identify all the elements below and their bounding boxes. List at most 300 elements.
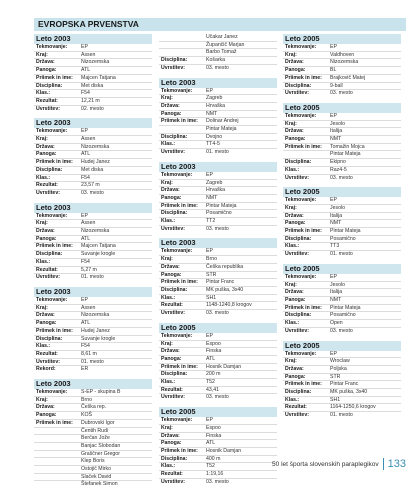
- field-label: Disciplina:: [36, 251, 63, 258]
- field-value: Nizozemska: [81, 143, 110, 150]
- result-row: [159, 134, 277, 142]
- field-label: Kraj:: [161, 179, 173, 186]
- result-row: [283, 243, 401, 251]
- field-label: Rezultat:: [161, 386, 183, 393]
- field-value: Ekipno: [330, 159, 346, 166]
- field-value: Assen: [81, 304, 96, 311]
- field-label: Klas.:: [161, 463, 176, 470]
- result-row: [159, 295, 277, 303]
- field-label: [34, 435, 81, 442]
- field-label: [34, 428, 81, 435]
- result-row: [34, 274, 152, 281]
- field-value: Pintar Mateja: [330, 151, 361, 158]
- field-value: EP: [81, 296, 88, 303]
- result-row: [34, 243, 152, 251]
- entry-year-header: Leto 2005: [283, 264, 401, 274]
- field-label: Priimek in ime:: [285, 143, 322, 150]
- result-entry: [34, 203, 152, 281]
- result-row: [159, 88, 277, 96]
- result-row: [34, 297, 152, 305]
- field-value: 03. mesto: [206, 310, 229, 317]
- field-value: Poljska: [330, 365, 347, 372]
- result-row: [283, 90, 401, 97]
- field-label: [159, 126, 206, 133]
- field-value: Hudej Janez: [81, 327, 110, 334]
- field-label: Priimek in ime:: [161, 202, 198, 209]
- field-value: Brajkovič Matej: [330, 74, 366, 81]
- field-label: Država:: [285, 289, 304, 296]
- field-label: Panoga:: [285, 136, 306, 143]
- result-row: [283, 52, 401, 60]
- field-value: 01. mesto: [330, 251, 353, 258]
- field-value: Češka republika: [206, 263, 244, 270]
- result-row: [159, 141, 277, 149]
- field-value: EP: [81, 212, 88, 219]
- entry-year-header: Leto 2005: [283, 341, 401, 351]
- field-value: T52: [206, 379, 215, 386]
- result-row: [34, 182, 152, 190]
- field-value: Pintar Mateja: [330, 304, 361, 311]
- result-row: [283, 44, 401, 52]
- field-label: Država:: [161, 102, 180, 109]
- field-value: 1:19,16: [206, 471, 224, 478]
- result-row: [283, 297, 401, 305]
- field-value: Hosnik Damjan: [206, 363, 242, 370]
- result-row: [159, 95, 277, 103]
- field-value: T52: [206, 463, 215, 470]
- field-value: Berčan Jože: [81, 435, 110, 442]
- result-row: [283, 59, 401, 67]
- field-value: EP: [330, 197, 337, 204]
- result-row: [34, 83, 152, 91]
- field-label: Država:: [36, 143, 55, 150]
- field-value: Barbo Tomaž: [206, 49, 237, 56]
- result-row: [159, 103, 277, 111]
- field-value: Assen: [81, 51, 96, 58]
- field-value: ER: [81, 366, 89, 373]
- field-label: [283, 151, 330, 158]
- entry-year-header: Leto 2005: [283, 103, 401, 113]
- result-row: [159, 57, 277, 65]
- field-label: Panoga:: [161, 194, 182, 201]
- field-value: 23,57 m: [81, 182, 100, 189]
- field-value: EP: [206, 171, 213, 178]
- field-value: BL: [330, 67, 337, 74]
- field-value: Pintar Mateja: [206, 126, 237, 133]
- field-label: Tekmovanje:: [161, 87, 193, 94]
- field-value: Pintar Mateja: [330, 228, 361, 235]
- field-label: Kraj:: [285, 120, 297, 127]
- field-value: 02. mesto: [81, 105, 104, 112]
- field-label: Država:: [161, 187, 180, 194]
- result-row: [159, 187, 277, 195]
- result-row: [34, 389, 152, 397]
- result-row: [283, 213, 401, 221]
- result-row: [159, 180, 277, 188]
- result-entry: [283, 103, 401, 181]
- result-row: [34, 305, 152, 313]
- result-row: [283, 404, 401, 412]
- field-label: [159, 49, 206, 56]
- result-row: [159, 387, 277, 395]
- result-row: [34, 351, 152, 359]
- entry-year-header: Leto 2003: [34, 203, 152, 213]
- footer-text: 50 let športa slovenskih paraplegikov: [272, 460, 379, 468]
- field-label: Država:: [285, 212, 304, 219]
- field-label: Uvrstitev:: [161, 149, 185, 156]
- field-label: Disciplina:: [161, 57, 188, 64]
- field-value: Hrvaška: [206, 187, 226, 194]
- field-label: [34, 474, 81, 481]
- result-row: [283, 312, 401, 320]
- result-row: [283, 75, 401, 83]
- field-label: Klas.:: [161, 218, 176, 225]
- page-number: 133: [387, 458, 406, 470]
- result-row: [159, 433, 277, 441]
- field-label: Država:: [161, 263, 180, 270]
- result-row: [159, 302, 277, 310]
- field-label: Panoga:: [36, 151, 57, 158]
- field-label: Rezultat:: [36, 97, 58, 104]
- result-row: [283, 205, 401, 213]
- result-row: [283, 282, 401, 290]
- result-row: [283, 220, 401, 228]
- field-label: Disciplina:: [285, 389, 312, 396]
- field-label: Priimek in ime:: [285, 228, 322, 235]
- field-value: Dubrovski Igor: [81, 419, 115, 426]
- field-label: Država:: [36, 228, 55, 235]
- field-label: Panoga:: [36, 320, 57, 327]
- result-row: [159, 34, 277, 42]
- result-entry: [34, 379, 152, 488]
- field-label: Panoga:: [161, 110, 182, 117]
- field-label: Panoga:: [285, 67, 306, 74]
- field-label: Tekmovanje:: [285, 273, 317, 280]
- field-value: TT3: [330, 243, 340, 250]
- result-entry: [283, 264, 401, 335]
- field-value: Pintar Franc: [206, 279, 235, 286]
- field-value: Met diska: [81, 166, 104, 173]
- result-row: [283, 128, 401, 136]
- field-label: Rezultat:: [161, 471, 183, 478]
- result-row: [159, 42, 277, 50]
- field-value: ATL: [81, 151, 91, 158]
- result-row: [283, 374, 401, 382]
- field-label: Tekmovanje:: [36, 389, 68, 396]
- result-entry: [34, 118, 152, 196]
- result-row: [159, 417, 277, 425]
- field-value: 01. mesto: [330, 412, 353, 419]
- entry-continuation: [159, 34, 277, 72]
- result-row: [159, 463, 277, 471]
- field-value: Košarka: [206, 57, 226, 64]
- result-entry: [283, 341, 401, 419]
- field-label: Rezultat:: [36, 350, 58, 357]
- field-value: Štefanek Simon: [81, 481, 118, 488]
- field-label: Klas.:: [285, 243, 300, 250]
- field-label: Disciplina:: [36, 335, 63, 342]
- field-value: 03. mesto: [330, 90, 353, 97]
- field-label: Tekmovanje:: [285, 44, 317, 50]
- result-row: [159, 172, 277, 180]
- field-value: Majcen Tatjana: [81, 74, 116, 81]
- field-label: Kraj:: [285, 51, 297, 58]
- result-row: [34, 259, 152, 267]
- result-row: [283, 228, 401, 236]
- field-value: Hudej Janez: [81, 159, 110, 166]
- field-value: Ostojič Mirko: [81, 466, 111, 473]
- field-value: Učakar Janez: [206, 34, 238, 40]
- field-value: 01. mesto: [81, 274, 104, 281]
- result-row: [283, 320, 401, 328]
- field-value: Italija: [330, 212, 343, 219]
- result-row: [34, 75, 152, 83]
- field-value: EP: [330, 350, 337, 357]
- field-value: Italija: [330, 128, 343, 135]
- field-value: Dvojno: [206, 133, 223, 140]
- field-value: Brno: [81, 396, 92, 403]
- field-label: Klas.:: [36, 90, 51, 97]
- field-label: Priimek in ime:: [161, 118, 198, 125]
- result-entry: [159, 323, 277, 401]
- field-label: Tekmovanje:: [161, 248, 193, 255]
- field-label: Uvrstitev:: [36, 358, 60, 365]
- results-column-1: [34, 34, 152, 494]
- result-row: [159, 256, 277, 264]
- field-value: SH1: [330, 396, 341, 403]
- field-label: [34, 481, 81, 488]
- result-row: [283, 305, 401, 313]
- field-value: 01. mesto: [81, 358, 104, 365]
- field-label: Klas.:: [285, 396, 300, 403]
- result-row: [159, 287, 277, 295]
- result-row: [283, 389, 401, 397]
- field-value: ATL: [206, 355, 216, 362]
- result-row: [34, 59, 152, 67]
- field-label: Rezultat:: [36, 182, 58, 189]
- field-label: Država:: [36, 59, 55, 66]
- result-row: [283, 121, 401, 129]
- field-label: Klas.:: [36, 258, 51, 265]
- result-row: [34, 128, 152, 136]
- field-label: Rezultat:: [36, 266, 58, 273]
- field-value: 03. mesto: [81, 189, 104, 196]
- field-value: Pintar Franc: [330, 381, 359, 388]
- field-label: Tekmovanje:: [161, 171, 193, 178]
- field-value: Assen: [81, 220, 96, 227]
- result-row: [34, 251, 152, 259]
- result-row: [159, 348, 277, 356]
- field-value: 03. mesto: [330, 327, 353, 334]
- field-value: Tomažin Mojca: [330, 143, 365, 150]
- result-row: [159, 448, 277, 456]
- result-row: [159, 456, 277, 464]
- field-value: Met diska: [81, 82, 104, 89]
- field-label: Kraj:: [161, 424, 173, 431]
- field-label: Priimek in ime:: [161, 279, 198, 286]
- field-value: NMT: [206, 194, 218, 201]
- field-value: Čentih Rudi: [81, 427, 109, 434]
- result-row: [159, 126, 277, 134]
- result-entry: [159, 162, 277, 233]
- field-label: Panoga:: [285, 373, 306, 380]
- field-value: Nizozemska: [81, 228, 110, 235]
- result-row: [159, 203, 277, 211]
- field-value: 03. mesto: [206, 225, 229, 232]
- field-label: Uvrstitev:: [285, 412, 309, 419]
- field-label: Kraj:: [36, 220, 48, 227]
- field-value: Hosnik Damjan: [206, 447, 242, 454]
- result-row: [34, 466, 152, 474]
- field-label: Uvrstitev:: [285, 251, 309, 258]
- field-value: NMT: [206, 110, 218, 117]
- result-row: [34, 428, 152, 436]
- field-label: Tekmovanje:: [36, 212, 68, 219]
- field-label: Priimek in ime:: [36, 74, 73, 81]
- field-label: Priimek in ime:: [161, 363, 198, 370]
- field-label: Tekmovanje:: [161, 417, 193, 424]
- field-value: Finska: [206, 348, 222, 355]
- field-value: Jesolo: [330, 204, 345, 211]
- field-label: Država:: [285, 59, 304, 66]
- result-row: [159, 471, 277, 479]
- field-value: STR: [330, 373, 341, 380]
- field-value: 03. mesto: [206, 64, 229, 71]
- result-row: [34, 336, 152, 344]
- result-row: [34, 359, 152, 367]
- field-label: Kraj:: [285, 204, 297, 211]
- field-label: Država:: [285, 128, 304, 135]
- field-label: Država:: [285, 365, 304, 372]
- result-row: [159, 118, 277, 126]
- result-row: [34, 420, 152, 428]
- field-label: Rekord:: [36, 366, 56, 373]
- section-title: EVROPSKA PRVENSTVA: [34, 18, 406, 31]
- field-label: Kraj:: [36, 304, 48, 311]
- field-label: Kraj:: [161, 340, 173, 347]
- field-label: Priimek in ime:: [285, 74, 322, 81]
- field-label: Klas.:: [36, 343, 51, 350]
- entry-year-header: Leto 2005: [283, 187, 401, 197]
- entry-year-header: Leto 2005: [159, 407, 277, 417]
- field-value: 400 m: [206, 455, 221, 462]
- field-value: NMT: [330, 220, 342, 227]
- field-label: Klas.:: [285, 166, 300, 173]
- field-value: Posamično: [330, 235, 356, 242]
- field-value: Graščner Gregor: [81, 450, 120, 457]
- field-value: Zagreb: [206, 179, 223, 186]
- field-label: Uvrstitev:: [285, 174, 309, 181]
- field-label: Klas.:: [161, 379, 176, 386]
- field-label: Uvrstitev:: [161, 64, 185, 71]
- result-row: [283, 197, 401, 205]
- result-row: [159, 279, 277, 287]
- result-row: [283, 358, 401, 366]
- field-label: Panoga:: [36, 412, 57, 419]
- result-row: [283, 397, 401, 405]
- field-value: ATL: [206, 440, 216, 447]
- field-value: F54: [81, 174, 90, 181]
- field-label: Tekmovanje:: [285, 112, 317, 119]
- result-row: [34, 98, 152, 106]
- field-label: Uvrstitev:: [161, 394, 185, 401]
- field-label: Uvrstitev:: [161, 225, 185, 232]
- field-value: 1164-1250,6 krogov: [330, 404, 376, 411]
- field-value: KOŠ: [81, 412, 92, 419]
- field-label: Priimek in ime:: [36, 243, 73, 250]
- field-value: 1148-1240,8 krogov: [206, 302, 252, 309]
- entry-year-header: Leto 2003: [34, 34, 152, 44]
- result-row: [283, 113, 401, 121]
- field-label: Panoga:: [285, 220, 306, 227]
- result-row: [34, 144, 152, 152]
- field-label: Panoga:: [36, 235, 57, 242]
- result-entry: [34, 34, 152, 112]
- field-label: Kraj:: [36, 396, 48, 403]
- result-row: [159, 356, 277, 364]
- result-row: [34, 481, 152, 488]
- field-value: 03. mesto: [206, 478, 229, 485]
- entry-year-header: Leto 2003: [159, 162, 277, 172]
- field-label: Priimek in ime:: [36, 419, 73, 426]
- result-row: [283, 236, 401, 244]
- field-label: Uvrstitev:: [36, 189, 60, 196]
- field-value: Nizozemska: [81, 312, 110, 319]
- result-row: [159, 371, 277, 379]
- result-row: [34, 167, 152, 175]
- field-label: Kraj:: [285, 281, 297, 288]
- result-row: [34, 175, 152, 183]
- field-value: NMT: [330, 136, 342, 143]
- result-row: [283, 274, 401, 282]
- result-row: [34, 267, 152, 275]
- field-value: 03. mesto: [330, 174, 353, 181]
- field-label: Panoga:: [285, 296, 306, 303]
- result-row: [283, 328, 401, 335]
- field-label: Uvrstitev:: [285, 327, 309, 334]
- result-row: [34, 412, 152, 420]
- field-value: S-EP - skupina B: [81, 389, 121, 396]
- field-label: [34, 451, 81, 458]
- result-row: [159, 379, 277, 387]
- field-label: Kraj:: [36, 51, 48, 58]
- result-row: [34, 52, 152, 60]
- field-label: Kraj:: [161, 95, 173, 102]
- field-value: Zagreb: [206, 95, 223, 102]
- field-label: Panoga:: [36, 67, 57, 74]
- field-value: 200 m: [206, 371, 221, 378]
- field-label: Tekmovanje:: [285, 197, 317, 204]
- field-label: Klas.:: [285, 320, 300, 327]
- result-row: [283, 175, 401, 182]
- field-label: Panoga:: [161, 271, 182, 278]
- entry-year-header: Leto 2005: [283, 34, 401, 44]
- field-label: Priimek in ime:: [285, 304, 322, 311]
- field-label: Kraj:: [36, 136, 48, 143]
- field-value: EP: [81, 44, 88, 50]
- field-value: ATL: [81, 235, 91, 242]
- field-label: Rezultat:: [285, 404, 307, 411]
- field-value: TT2: [206, 218, 216, 225]
- field-value: Assen: [81, 136, 96, 143]
- field-label: Disciplina:: [161, 371, 188, 378]
- field-value: ATL: [81, 67, 91, 74]
- result-row: [283, 167, 401, 175]
- result-entry: [159, 407, 277, 485]
- result-row: [34, 404, 152, 412]
- field-value: Hrvaška: [206, 102, 226, 109]
- field-label: Disciplina:: [161, 210, 188, 217]
